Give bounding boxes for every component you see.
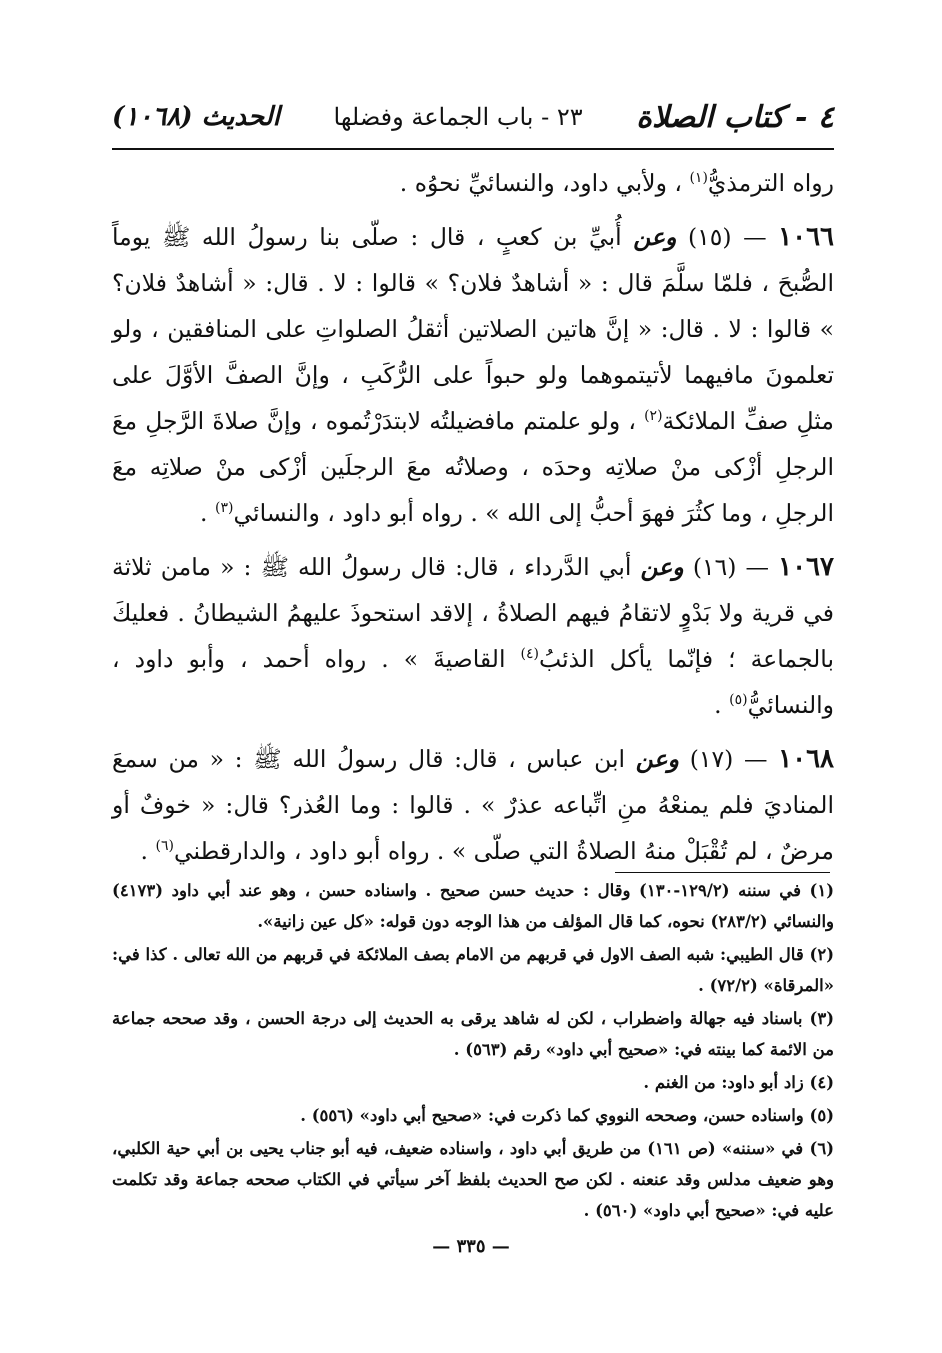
- hadith-number: ١٠٦٦: [778, 222, 834, 252]
- hadith-opener: وعن: [640, 553, 684, 581]
- footnote-ref: (٣): [214, 500, 234, 517]
- footnote: (٦) في «سننه» (ص ١٦١) من طريق أبي داود ، واسناده ضعيف، فيه أبو جناب يحيى بن أبي حية الكلبي، وهو ضعيف مدلس وقد عنعنه . لكن صح الحديث بلفظ آخر سيأتي في الكتاب صححه جماعة وقد تكلمت عليه في: «صحيح أبي داود» (٥٦٠) .: [112, 1139, 834, 1220]
- footnote: (٣) باسناد فيه جهالة واضطراب ، لكن له شاهد يرقى به الحديث إلى درجة الحسن ، وقد صححه جماعة من الائمة كما بينته في: «صحيح أبي داود» رقم (٥٦٣) .: [112, 1009, 834, 1059]
- hadith-text: .: [200, 499, 208, 527]
- hadith-text: أُبيِّ بن كعبٍ ، قال : صلّى بنا رسولُ الله ﷺ يوماً الصُّبحَ ، فلمّا سلَّمَ قال : « أشاهدٌ فلان؟ » قالوا : لا . قال: « أشاهدٌ فلان؟ » قالوا : لا . قال: « إنَّ هاتين الصلاتين أثقلُ الصلواتِ على المنافقين ، ولو تعلمونَ مافيهما لأتيتموهما ولو حبواً على الرُّكَبِ ، وإنَّ الصفَّ الأوَّلَ على مثلِ صفِّ الملائكة: [112, 223, 834, 435]
- hadith-sub-number: — (١٥): [687, 223, 767, 251]
- hadith-text: .: [714, 691, 722, 719]
- hadith-paragraph: [112, 544, 834, 728]
- hadith-opener: وعن: [635, 745, 679, 773]
- hadith-range: الحديث (١٠٦٨): [112, 102, 280, 132]
- book-title: ٤ - كتاب الصلاة: [636, 99, 834, 135]
- footnote-ref: (٦): [155, 838, 174, 855]
- hadith-opener: وعن: [633, 223, 677, 251]
- footnote-ref: (٤): [520, 646, 539, 663]
- intro-text: رواه الترمذيُّ: [707, 169, 834, 197]
- footnote-ref: (١): [689, 170, 708, 187]
- footnotes: [112, 875, 834, 1226]
- hadith-paragraph: [112, 214, 834, 536]
- footnote: (٢) قال الطيبي: شبه الصف الاول في قربهم من الامام بصف الملائكة في قربهم من الله تعالى . كذا في: «المرقاة» (٧٢/٢) .: [112, 945, 834, 995]
- intro-rest: ، ولأبي داود، والنسائيِّ نحوُه .: [399, 169, 682, 197]
- chapter-title: ٢٣ - باب الجماعة وفضلها: [333, 103, 583, 131]
- hadith-text: القاصيةَ » . رواه أحمد ، وأبو داود ، والنسائيُّ: [112, 645, 834, 719]
- main-text: [112, 160, 834, 874]
- hadith-number: ١٠٦٧: [778, 552, 834, 582]
- hadith-text: أبي الدَّرداء ، قال: قال رسولُ الله ﷺ : « مامن ثلاثة في قرية ولا بَدْوٍ لاتقامُ فيهم الصلاةُ ، إلاقد استحوذَ عليهمُ الشيطانُ . فعليكَ بالجماعة ؛ فإنّما يأكل الذئبُ: [112, 553, 834, 673]
- footnote: (٤) زاد أبو داود: من الغنم .: [643, 1073, 834, 1092]
- footnote: (٥) واسناده حسن، وصححه النووي كما ذكرت في: «صحيح أبي داود» (٥٥٦) .: [300, 1106, 834, 1125]
- hadith-number: ١٠٦٨: [778, 744, 834, 774]
- hadith-sub-number: — (١٧): [689, 745, 768, 773]
- hadith-text: ابن عباس ، قال: قال رسولُ الله ﷺ : « من سمعَ المناديَ فلم يمنعْهُ منِ اتِّباعه عذرٌ » . قالوا : وما العُذر؟ قال: « خوفٌ أو مرضٌ ، لم تُقْبَلْ منهُ الصلاةُ التي صلّى » . رواه أبو داود ، والدارقطني: [112, 745, 834, 865]
- footnote-ref: (٢): [644, 408, 663, 425]
- footnote-separator: [615, 872, 830, 873]
- page-number: — ٣٣٥ —: [432, 1236, 510, 1257]
- hadith-sub-number: — (١٦): [692, 553, 770, 581]
- hadith-paragraph: [112, 736, 834, 874]
- intro-paragraph: [112, 160, 834, 206]
- running-header: [112, 92, 834, 142]
- footnote-ref: (٥): [729, 692, 748, 709]
- footnote: (١) في سننه (١٢٩/٢-١٣٠) وقال : حديث حسن صحيح . واسناده حسن ، وهو عند أبي داود (٤١٧٣) والنسائي (٢٨٣/٢) نحوه، كما قال المؤلف من هذا الوجه دون قوله: «كل عين زانية».: [112, 881, 835, 931]
- header-rule: [112, 148, 834, 150]
- hadith-text: .: [140, 837, 148, 865]
- hadith-text: ، ولو علمتم مافضيلتُه لابتدَرْتُموه ، وإنَّ صلاةَ الرَّجلِ معَ الرجلِ أزْكى منْ صلاتِه وحدَه ، وصلاتُه معَ الرجلَين أزْكى منْ صلاتِه معَ الرجلِ ، وما كثُرَ فهوَ أحبُّ إلى الله » . رواه أبو داود ، والنسائي: [112, 407, 834, 527]
